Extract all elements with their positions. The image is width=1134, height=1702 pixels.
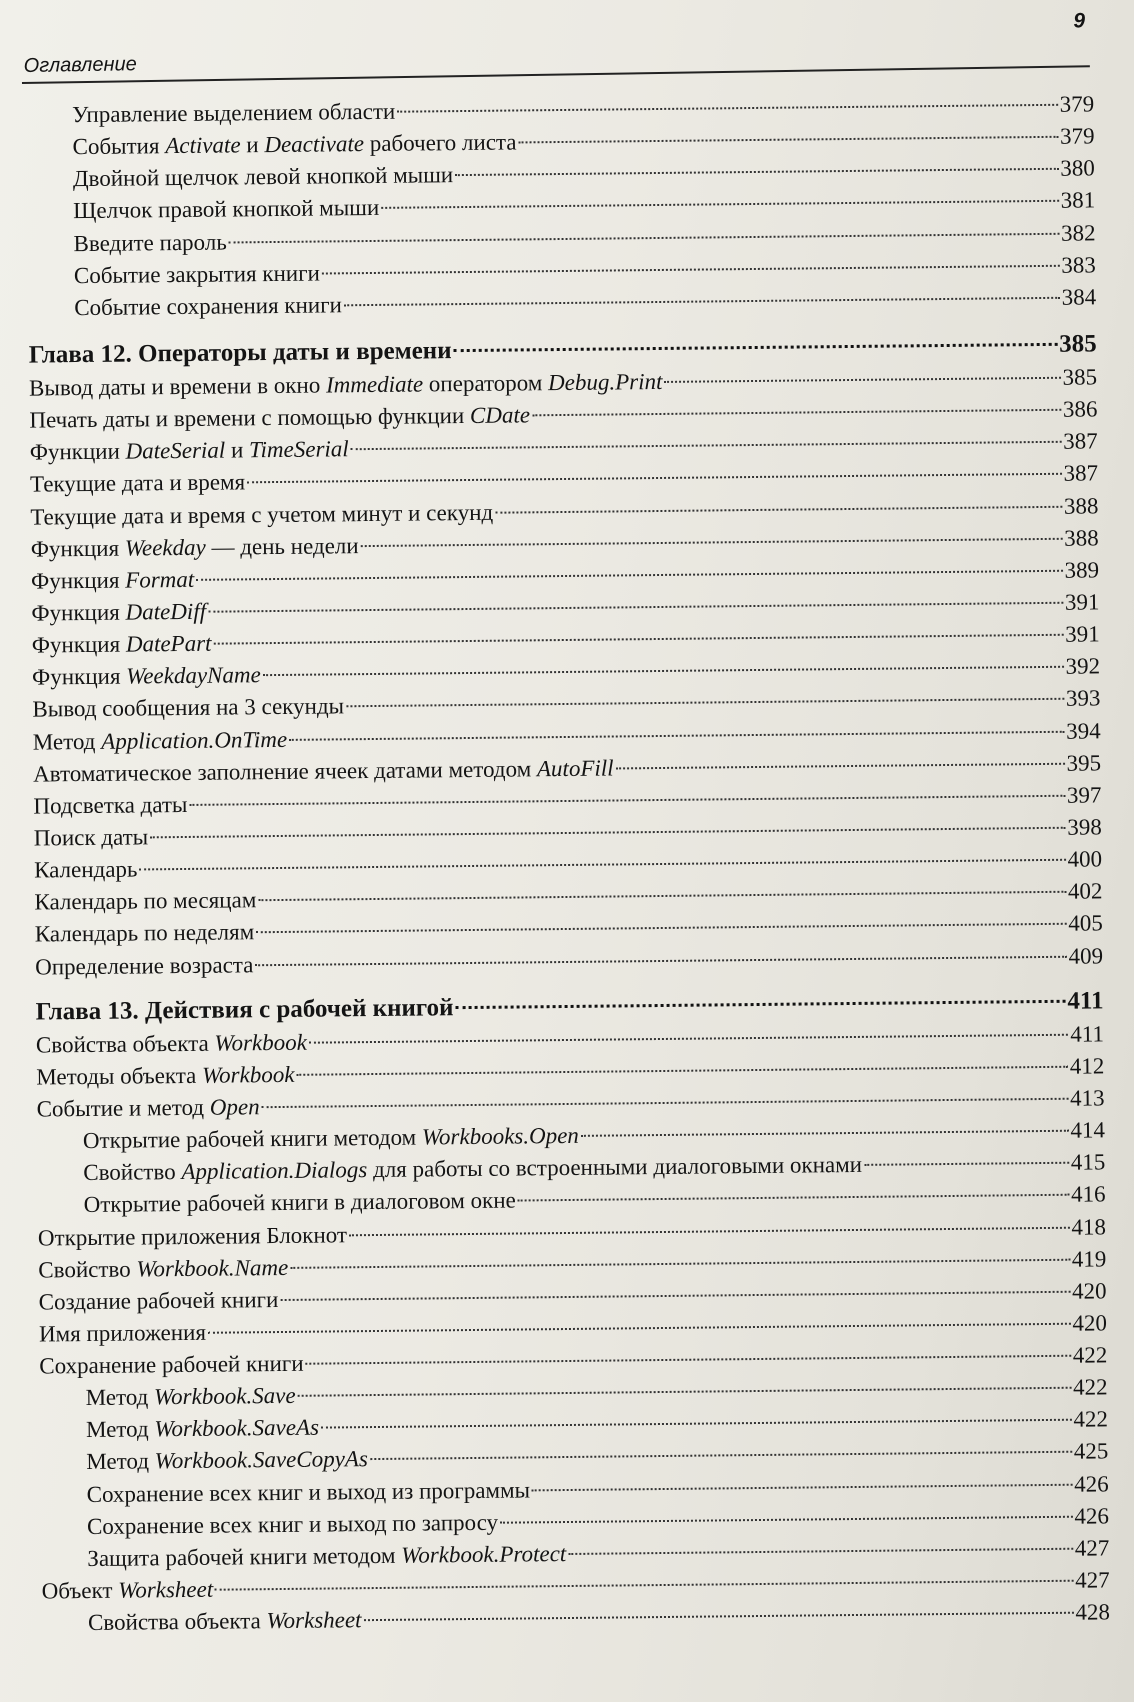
dot-leader: [864, 1162, 1069, 1166]
dot-leader: [189, 795, 1065, 806]
dot-leader: [213, 634, 1063, 645]
toc-entry-title: Открытие рабочей книги в диалоговом окне: [83, 1187, 516, 1218]
dot-leader: [290, 1258, 1070, 1268]
toc-entry-title: Метод Workbook.SaveAs: [85, 1414, 320, 1443]
toc-entry-title: Текущие дата и время: [29, 469, 246, 497]
toc-page-number: 385: [1062, 364, 1098, 390]
toc-page-number: 398: [1067, 814, 1102, 840]
toc-page-number: 389: [1064, 557, 1100, 583]
dot-leader: [229, 232, 1059, 243]
page-header: [21, 9, 1090, 84]
dot-leader: [298, 1387, 1071, 1397]
dot-leader: [361, 537, 1063, 546]
dot-leader: [263, 666, 1064, 676]
toc-entry-title: Глава 13. Действия с рабочей книгой: [35, 993, 454, 1026]
toc-entry-title: События Activate и Deactivate рабочего листа: [72, 129, 517, 160]
dot-leader: [495, 505, 1062, 513]
toc-entry-title: Сохранение всех книг и выход по запросу: [86, 1509, 499, 1539]
dot-leader: [289, 730, 1064, 740]
toc-entry-title: Функция WeekdayName: [31, 662, 261, 690]
dot-leader: [255, 955, 1066, 965]
toc-page-number: 387: [1063, 460, 1099, 487]
toc-entry-title: Свойство Workbook.Name: [38, 1254, 289, 1283]
dot-leader: [309, 1033, 1068, 1043]
toc-entry-title: Защита рабочей книги методом Workbook.Protect: [87, 1540, 567, 1571]
dot-leader: [454, 343, 1058, 352]
dot-leader: [208, 602, 1063, 613]
dot-leader: [139, 859, 1065, 871]
toc-entry-title: Открытие рабочей книги методом Workbooks.Open: [82, 1122, 579, 1154]
dot-leader: [346, 698, 1064, 708]
toc-entry-title: Сохранение всех книг и выход из программы: [86, 1477, 531, 1507]
dot-leader: [351, 441, 1061, 450]
toc-page-number: 381: [1060, 187, 1096, 214]
dot-leader: [397, 104, 1057, 113]
toc-entry-title: Создание рабочей книги: [38, 1286, 279, 1315]
toc-entry-title: Глава 12. Операторы даты и времени: [28, 337, 452, 369]
dot-leader: [306, 1355, 1071, 1365]
dot-leader: [349, 1226, 1069, 1236]
toc-entry-title: Подсветка даты: [33, 791, 188, 819]
toc-entry-title: Сохранение рабочей книги: [39, 1350, 304, 1379]
toc-page-number: 409: [1068, 942, 1104, 969]
dot-leader: [262, 1098, 1068, 1108]
toc-page-number: 426: [1074, 1503, 1110, 1529]
toc-page-number: 411: [1070, 1021, 1105, 1047]
dot-leader: [664, 377, 1060, 383]
toc-page-number: 391: [1064, 589, 1100, 615]
toc-page-number: 385: [1059, 330, 1097, 358]
toc-page-number: 422: [1073, 1406, 1109, 1433]
toc-page-number: 428: [1075, 1599, 1111, 1625]
dot-leader: [280, 1291, 1070, 1301]
toc-page-number: 387: [1063, 428, 1098, 455]
page-number: 9: [1073, 9, 1086, 33]
dot-leader: [344, 297, 1060, 306]
toc-page-number: 391: [1065, 621, 1100, 647]
toc-entry-title: Календарь: [33, 856, 138, 883]
running-title: Оглавление: [23, 53, 137, 77]
dot-leader: [532, 1483, 1072, 1491]
dot-leader: [150, 827, 1065, 839]
dot-leader: [519, 136, 1059, 144]
dot-leader: [616, 762, 1065, 769]
dot-leader: [532, 409, 1061, 417]
toc-entry-title: Вывод даты и времени в окно Immediate оператором Debug.Print: [28, 368, 663, 401]
toc-entry-title: Объект Worksheet: [41, 1576, 214, 1604]
toc-page-number: 405: [1068, 910, 1103, 937]
toc-entry-title: Щелчок правой кнопкой мыши: [73, 195, 380, 224]
toc-page-number: 386: [1062, 396, 1098, 422]
toc-entry-title: Вывод сообщения на 3 секунды: [32, 693, 345, 722]
toc-page-number: 427: [1074, 1567, 1110, 1593]
toc-page-number: 400: [1067, 846, 1103, 872]
dot-leader: [247, 473, 1061, 484]
toc-entry-title: Событие закрытия книги: [73, 260, 320, 288]
toc-entry-title: Функции DateSerial и TimeSerial: [29, 436, 349, 465]
dot-leader: [568, 1548, 1073, 1555]
toc-page-number: 413: [1069, 1085, 1105, 1111]
toc-page-number: 426: [1073, 1470, 1109, 1497]
toc-page-number: 388: [1064, 525, 1099, 551]
dot-leader: [296, 1066, 1067, 1076]
toc-page-number: 379: [1059, 91, 1095, 117]
toc-page-number: 402: [1067, 878, 1103, 904]
toc-page-number: 415: [1070, 1149, 1106, 1175]
toc-entry-title: Функция DateDiff: [31, 598, 207, 626]
toc-page-number: 418: [1071, 1213, 1107, 1240]
dot-leader: [322, 264, 1060, 274]
toc-entry-title: Двойной щелчок левой кнопкой мыши: [72, 162, 454, 192]
toc-entry-title: Событие сохранения книги: [74, 292, 343, 320]
dot-leader: [363, 1612, 1073, 1621]
toc-entry-title: Метод Application.OnTime: [32, 726, 288, 755]
toc-page-number: 419: [1071, 1245, 1107, 1272]
toc-entry-title: Метод Workbook.Save: [85, 1383, 296, 1411]
toc-page-number: 382: [1060, 219, 1096, 246]
toc-entry-title: Свойство Application.Dialogs для работы со встроенными диалоговыми окнами: [83, 1152, 863, 1186]
toc-page-number: 383: [1061, 252, 1096, 278]
toc-page-number: 412: [1069, 1053, 1105, 1079]
dot-leader: [196, 570, 1062, 581]
toc-page-number: 394: [1066, 717, 1101, 744]
toc-entry-title: Определение возраста: [35, 951, 254, 980]
toc-page-number: 395: [1066, 750, 1102, 776]
toc-page-number: 416: [1070, 1181, 1106, 1208]
toc-page-number: 384: [1061, 284, 1097, 310]
toc-entry-title: Текущие дата и время с учетом минут и секунд: [30, 499, 494, 530]
toc-page-number: 414: [1070, 1117, 1106, 1143]
dot-leader: [256, 923, 1066, 933]
toc-entry-title: Функция DatePart: [31, 630, 212, 658]
dot-leader: [581, 1130, 1069, 1137]
toc-entry-title: Календарь по неделям: [34, 919, 255, 947]
toc-entry-title: Функция Weekday — день недели: [30, 532, 359, 562]
toc-page-number: 397: [1066, 782, 1102, 808]
toc-entry-title: Календарь по месяцам: [34, 887, 257, 915]
dot-leader: [518, 1194, 1069, 1202]
dot-leader: [455, 168, 1058, 176]
toc-page-number: 393: [1065, 685, 1101, 712]
dot-leader: [370, 1451, 1072, 1460]
toc-entry-title: Введите пароль: [73, 229, 227, 256]
toc-entry-title: Печать даты и времени с помощью функции CDate: [29, 402, 531, 433]
toc-page-number: 427: [1074, 1535, 1110, 1561]
toc-page-number: 380: [1060, 155, 1095, 182]
toc-entry-title: Управление выделением области: [72, 98, 396, 128]
toc-page-number: 422: [1072, 1342, 1108, 1368]
toc-entry-title: Имя приложения: [38, 1319, 207, 1347]
toc-page-number: 388: [1063, 492, 1099, 519]
toc-entry-title: Поиск даты: [33, 824, 149, 851]
dot-leader: [215, 1580, 1073, 1591]
toc-page-number: 420: [1071, 1278, 1107, 1304]
toc-entry-title: Автоматическое заполнение ячеек датами методом AutoFill: [32, 755, 614, 787]
toc-page-number: 422: [1072, 1374, 1108, 1400]
dot-leader: [381, 200, 1058, 209]
toc-page-number: 411: [1067, 987, 1104, 1015]
toc-page-number: 420: [1072, 1310, 1108, 1336]
dot-leader: [258, 891, 1066, 901]
dot-leader: [208, 1323, 1070, 1334]
toc-entry-title: Свойства объекта Worksheet: [87, 1607, 362, 1636]
toc-entry-title: Открытие приложения Блокнот: [37, 1221, 348, 1251]
toc-entry-title: Метод Workbook.SaveCopyAs: [86, 1446, 368, 1475]
toc-page-number: 379: [1059, 123, 1095, 149]
toc-entry-title: Свойства объекта Workbook: [35, 1029, 308, 1058]
dot-leader: [455, 999, 1065, 1008]
toc-page-number: 392: [1065, 653, 1101, 679]
toc-entry-title: Методы объекта Workbook: [36, 1061, 295, 1090]
toc-entry-title: Функция Format: [30, 566, 195, 594]
toc-page-number: 425: [1073, 1438, 1109, 1465]
table-of-contents: [0, 88, 1134, 1640]
dot-leader: [321, 1419, 1071, 1429]
toc-entry-title: Событие и метод Open: [36, 1094, 260, 1122]
dot-leader: [500, 1515, 1072, 1523]
